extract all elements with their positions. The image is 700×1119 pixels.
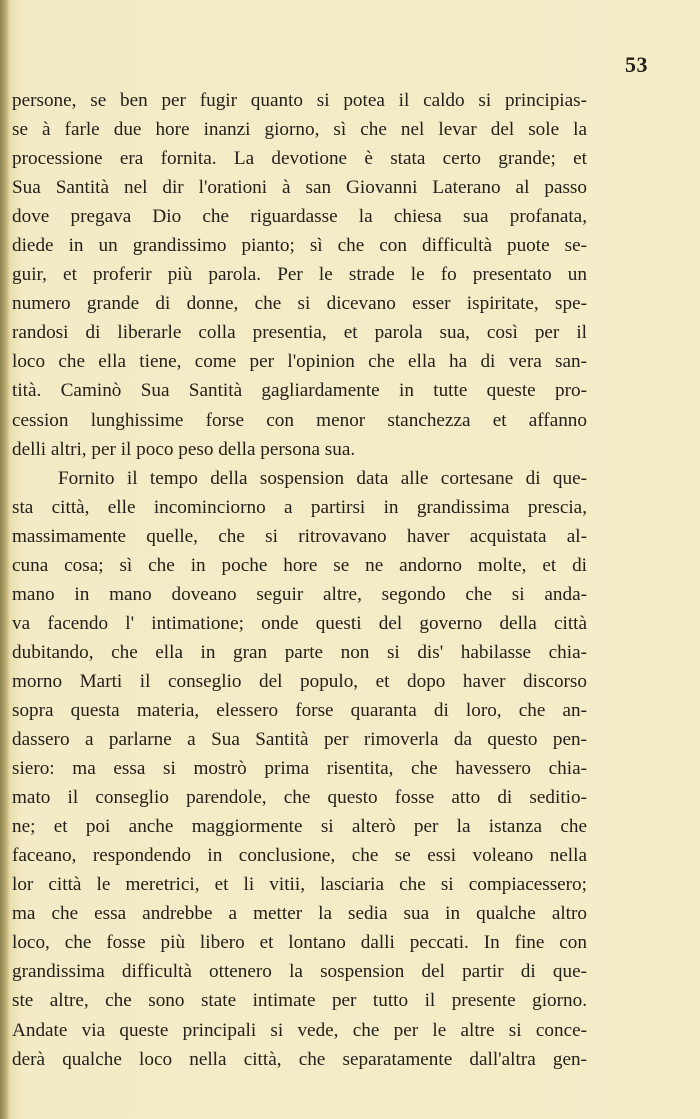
text-line: randosi di liberarle colla presentia, et parola sua, così per il <box>12 322 587 344</box>
text-line: grandissima difficultà ottenero la sospension del partir di que- <box>12 961 587 983</box>
page-number: 53 <box>625 52 648 77</box>
page-gutter-shadow <box>0 0 10 1119</box>
text-line: cession lunghissime forse con menor stanchezza et affanno <box>12 409 587 431</box>
text-line: lor città le meretrici, et li vitii, lasciaria che si compiacessero; <box>12 874 587 896</box>
text-line: dove pregava Dio che riguardasse la chiesa sua profanata, <box>12 206 587 228</box>
text-line: diede in un grandissimo pianto; sì che con difficultà puote se- <box>12 235 587 257</box>
text-line: loco, che fosse più libero et lontano dalli peccati. In fine con <box>12 932 587 954</box>
text-line-paragraph-start: Fornito il tempo della sospension data alle cortesane di que- <box>58 467 587 489</box>
text-line: massimamente quelle, che si ritrovavano haver acquistata al- <box>12 525 587 547</box>
text-line: va facendo l' intimatione; onde questi del governo della città <box>12 612 587 634</box>
text-line: morno Marti il conseglio del populo, et dopo haver discorso <box>12 670 587 692</box>
text-line: dassero a parlarne a Sua Santità per rimoverla da questo pen- <box>12 729 587 751</box>
text-line: loco che ella tiene, come per l'opinion che ella ha di vera san- <box>12 351 587 373</box>
text-line: mano in mano doveano seguir altre, segondo che si anda- <box>12 583 587 605</box>
text-line: numero grande di donne, che si dicevano esser ispiritate, spe- <box>12 293 587 315</box>
text-line: dubitando, che ella in gran parte non si dis' habilasse chia- <box>12 641 587 663</box>
text-line: persone, se ben per fugir quanto si potea il caldo si principias- <box>12 90 587 111</box>
body-text <box>12 86 587 1074</box>
text-line: tità. Caminò Sua Santità gagliardamente in tutte queste pro- <box>12 380 587 402</box>
text-line: mato il conseglio parendole, che questo fosse atto di seditio- <box>12 787 587 809</box>
text-line: ne; et poi anche maggiormente si alterò per la istanza che <box>12 816 587 838</box>
text-line: Sua Santità nel dir l'orationi à san Giovanni Laterano al passo <box>12 177 587 199</box>
text-line: derà qualche loco nella città, che separatamente dall'altra gen- <box>12 1048 587 1070</box>
text-line: guir, et proferir più parola. Per le strade le fo presentato un <box>12 264 587 286</box>
text-line: se à farle due hore inanzi giorno, sì che nel levar del sole la <box>12 119 587 141</box>
text-line: ste altre, che sono state intimate per tutto il presente giorno. <box>12 990 587 1012</box>
text-line: faceano, respondendo in conclusione, che se essi voleano nella <box>12 845 587 867</box>
text-line: sta città, elle incominciorno a partirsi in grandissima prescia, <box>12 496 587 518</box>
text-line: cuna cosa; sì che in poche hore se ne andorno molte, et di <box>12 554 587 576</box>
text-line-paragraph-end: delli altri, per il poco peso della persona sua. <box>12 438 356 460</box>
text-line: Andate via queste principali si vede, che per le altre si conce- <box>12 1019 587 1041</box>
text-line: sopra questa materia, elessero forse quaranta di loro, che an- <box>12 699 587 721</box>
text-line: siero: ma essa si mostrò prima risentita, che havessero chia- <box>12 758 587 780</box>
text-line: ma che essa andrebbe a metter la sedia sua in qualche altro <box>12 903 587 925</box>
text-line: processione era fornita. La devotione è stata certo grande; et <box>12 148 587 170</box>
